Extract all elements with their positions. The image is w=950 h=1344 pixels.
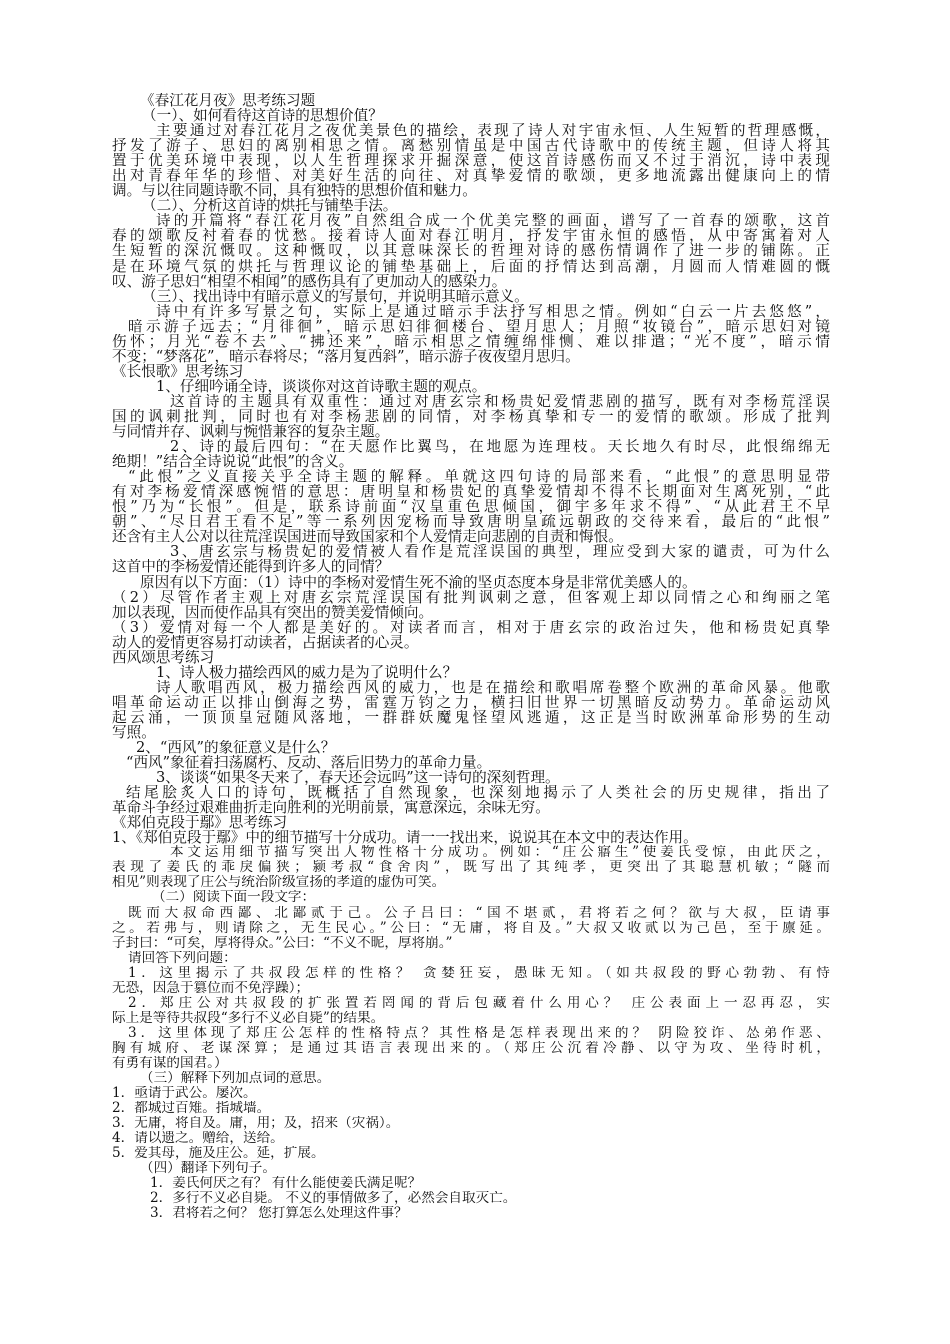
text-line: 请回答下列问题：: [128, 950, 237, 966]
text-line: 革命斗争经过艰难曲折走向胜利的光明前景，寓意深远，余味无穷。: [112, 800, 550, 816]
text-line: 之。若弗与，则请除之，无生民心。”公曰：“无庸，将自及。”大叔又收贰以为己邑，至于廪延。: [112, 920, 830, 936]
text-line: 绝期！”结合全诗说说“此恨”的含义。: [112, 454, 354, 470]
text-line: 有对李杨爱情深感惋惜的意思：唐明皇和杨贵妃的真挚爱情却不得不长期面对生离死别，“此: [112, 484, 830, 500]
text-line: 诗中有许多写景之句，实际上是通过暗示手法抒写相思之情。例如“白云一片去悠悠”，: [156, 303, 830, 319]
text-line: 西风颂思考练习: [112, 649, 215, 665]
text-line: 诗人歌唱西风，极力描绘西风的威力，也是在描绘和歌唱席卷整个欧洲的革命风暴。他歌: [156, 679, 830, 695]
text-line: 还含有主人公对以往荒淫误国进而导致国家和个人爱情走向悲剧的自责和悔恨。: [112, 529, 623, 545]
text-line: 有勇有谋的国君。）: [112, 1056, 228, 1071]
text-line: 《长恨歌》思考练习: [112, 363, 244, 379]
text-line: “西风”象征着扫荡腐朽、反动、落后旧势力的革命力量。: [126, 755, 492, 771]
text-line: “此恨”之义直接关乎全诗主题的解释。单就这四句诗的局部来看，“此恨”的意思明显带: [128, 469, 830, 485]
text-line: 主要通过对春江花月之夜优美景色的描绘，表现了诗人对宇宙永恒、人生短暂的哲理感慨，: [156, 123, 830, 139]
text-line: 唱革命运动正以排山倒海之势，雷霆万钧之力，横扫旧世界一切黑暗反动势力。革命运动风: [112, 694, 830, 710]
text-line: 相见”则表现了庄公与统治阶级宣扬的孝道的虚伪可笑。: [112, 875, 446, 891]
text-line: 起云涌，一顶顶皇冠随风落地，一群群妖魔鬼怪望风逃遁，这正是当时欧洲革命形势的生动: [112, 709, 830, 725]
text-line: （二）阅读下面一段文字：: [152, 890, 316, 906]
text-line: 动人的爱情更容易打动读者，占据读者的心灵。: [112, 634, 419, 650]
text-line: （3）爱情对每一个人都是美好的。对读者而言，相对于唐玄宗的政治过失，他和杨贵妃真挚: [112, 619, 830, 635]
text-line: （二）、分析这首诗的烘托与铺垫手法。: [142, 198, 398, 214]
text-line: 是在环境气氛的烘托与哲理议论的铺垫基础上，后面的抒情达到高潮，月圆而人情难圆的慨: [112, 258, 830, 274]
text-line: 《春江花月夜》思考练习题: [140, 93, 316, 109]
text-line: 恨”乃为“长恨”。但是，联系诗前面“汉皇重色思倾国，御宇多年求不得”、“从此君王不早: [112, 499, 830, 515]
text-line: 暗示游子远去；“月徘徊”，暗示思妇徘徊楼台、望月思人；月照“妆镜台”，暗示思妇对镜: [128, 318, 830, 334]
text-line: 诗的开篇将“春江花月夜”自然组合成一个优美完整的画面，谱写了一首春的颂歌，这首: [156, 213, 830, 229]
text-line: 际上是等待共叔段“多行不义必自毙”的结果。: [112, 1010, 385, 1026]
text-line: 1、《郑伯克段于鄢》中的细节描写十分成功。请一一找出来，说说其在本文中的表达作用。: [112, 830, 698, 846]
text-line: 表现了姜氏的乖戾偏狭；颍考叔“食舍肉”，既写出了其纯孝，更突出了其聪慧机敏；“隧而: [112, 860, 830, 876]
text-line: 3．无庸，将自及。庸，用；及，招来（灾祸）。: [112, 1116, 400, 1132]
text-line: （2）尽管作者主观上对唐玄宗荒淫误国有批判讽刺之意，但客观上却以同情之心和绚丽之笔: [112, 589, 830, 605]
text-line: 生短暂的深沉慨叹。这种慨叹，以其意味深长的哲理对诗的感伤情调作了进一步的铺陈。正: [112, 243, 830, 259]
text-line: 2．都城过百雉。指城墙。: [112, 1101, 271, 1117]
text-line: 3．这里体现了郑庄公怎样的性格特点？其性格是怎样表现出来的？ 阴险狡诈、怂弟作恶、: [128, 1025, 830, 1041]
text-line: 2．郑庄公对共叔段的扩张置若罔闻的背后包藏着什么用心？ 庄公表面上一忍再忍，实: [128, 995, 830, 1011]
text-line: 1．这里揭示了共叔段怎样的性格？ 贪婪狂妄，愚昧无知。（如共叔段的野心勃勃、有恃: [128, 965, 830, 981]
text-line: 结尾脍炙人口的诗句，既概括了自然现象，也深刻地揭示了人类社会的历史规律，指出了: [126, 785, 830, 801]
text-line: 出对青春年华的珍惜、对美好生活的向往、对真挚爱情的歌颂，更多地流露出健康向上的情: [112, 168, 830, 184]
text-line: （四）翻译下列句子。: [140, 1161, 276, 1177]
text-line: 春的颂歌反衬着春的忧愁。接着诗人面对春江明月，抒发宇宙永恒的感悟，从中寄寓着对人: [112, 228, 830, 244]
text-line: 1、仔细吟诵全诗，谈谈你对这首诗歌主题的观点。: [156, 378, 487, 394]
text-line: 子封曰：“可矣，厚将得众。”公曰：“不义不昵，厚将崩。”: [112, 935, 453, 951]
text-line: 3、唐玄宗与杨贵妃的爱情被人看作是荒淫误国的典型，理应受到大家的谴责，可为什么: [170, 544, 830, 560]
text-line: 无恐，因急于篡位而不免浮躁）；: [112, 980, 310, 996]
text-line: （三）解释下列加点词的意思。: [140, 1071, 331, 1087]
text-line: 2、“西风”的象征意义是什么？: [136, 740, 336, 756]
text-line: 与同情并存、讽刺与惋惜兼容的复杂主题。: [112, 424, 390, 440]
text-line: 加以表现，因而使作品具有突出的赞美爱情倾向。: [112, 604, 434, 620]
text-line: 写照。: [112, 724, 156, 741]
text-line: 3、谈谈“如果冬天来了，春天还会远吗”这一诗句的深刻哲理。: [156, 770, 560, 786]
text-line: 这首中的李杨爱情还能得到许多人的同情？: [112, 559, 390, 575]
text-line: 国的讽刺批判，同时也有对李杨悲剧的同情，对李杨真挚和专一的爱情的歌颂。形成了批判: [112, 408, 830, 425]
text-line: 不变；“梦落花”，暗示春将尽；“落月复西斜”，暗示游子夜夜望月思归。: [112, 348, 580, 364]
text-line: 伤怀；月光“卷不去”、“拂还来”，暗示相思之情缠绵悱恻、难以排遣；“光不度”，暗示情: [112, 333, 830, 349]
text-line: 4．请以遗之。赠给，送给。: [112, 1131, 284, 1147]
text-line: 2．多行不义必自毙。 不义的事情做多了，必然会自取灭亡。: [150, 1191, 517, 1207]
text-line: 5．爱其母，施及庄公。延，扩展。: [112, 1146, 325, 1162]
text-line: 抒发了游子、思妇的离别相思之情。离愁别情虽是中国古代诗歌中的传统主题，但诗人将其: [112, 138, 830, 154]
text-line: 既而大叔命西鄙、北鄙贰于己。公子吕曰：“国不堪贰，君将若之何？欲与大叔，臣请事: [128, 905, 830, 921]
text-line: 置于优美环境中表现，以人生哲理探求开掘深意，使这首诗感伤而又不过于消沉，诗中表现: [112, 153, 830, 169]
text-line: 3．君将若之何？ 您打算怎么处理这件事？: [150, 1206, 408, 1222]
text-line: 原因有以下方面：（1）诗中的李杨对爱情生死不渝的坚贞态度本身是非常优美感人的。: [140, 574, 697, 590]
text-line: （三）、找出诗中有暗示意义的写景句，并说明其暗示意义。: [142, 288, 529, 304]
text-line: 朝”、“尽日君王看不足”等一系列因宠杨而导致唐明皇疏远朝政的交待来看，最后的“此恨”: [112, 514, 830, 530]
text-line: 1．姜氏何厌之有？ 有什么能使姜氏满足呢？: [150, 1176, 422, 1192]
text-line: 1．亟请于武公。屡次。: [112, 1086, 257, 1102]
text-line: 这首诗的主题具有双重性：通过对唐玄宗和杨贵妃爱情悲剧的描写，既有对李杨荒淫误: [170, 393, 830, 409]
text-line: 本文运用细节描写突出人物性格十分成功。例如：“庄公寤生”使姜氏受惊，由此厌之，: [170, 845, 830, 861]
document-body: [112, 93, 830, 1222]
text-line: 1、诗人极力描绘西风的威力是为了说明什么？: [156, 664, 458, 680]
text-line: 叹、游子思妇“相望不相闻”的感伤具有了更加动人的感染力。: [112, 273, 507, 289]
text-line: （一）、如何看待这首诗的思想价值？: [142, 108, 383, 124]
text-line: 2、诗的最后四句：“在天愿作比翼鸟，在地愿为连理枝。天长地久有时尽，此恨绵绵无: [170, 439, 830, 455]
text-line: 《郑伯克段于鄢》思考练习: [112, 815, 288, 831]
text-line: 调。与以往同题诗歌不同，具有独特的思想价值和魅力。: [112, 183, 477, 199]
text-line: 胸有城府、老谋深算；是通过其语言表现出来的。（郑庄公沉着冷静、以守为攻、坐待时机，: [112, 1040, 830, 1056]
